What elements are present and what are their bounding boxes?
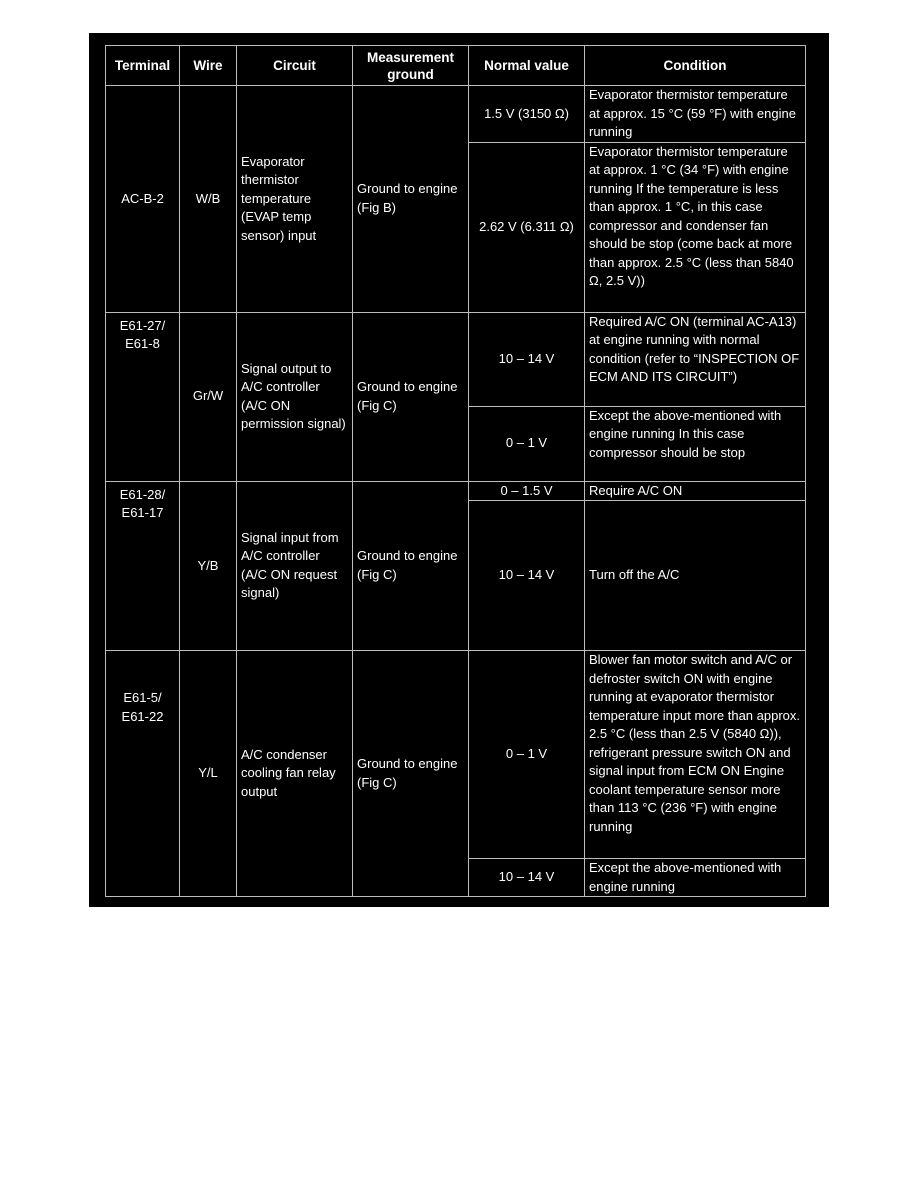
- condition-cell: Turn off the A/C: [585, 501, 806, 651]
- header-condition: Condition: [585, 46, 806, 86]
- table-row: [106, 86, 806, 143]
- condition-cell: Blower fan motor switch and A/C or defroster switch ON with engine running at evaporator thermistor temperature input more than approx. 2.5 °C (less than 2.5 V (5840 Ω)), refrigerant pressure switch ON and signal input from ECM ON Engine coolant temperature sensor more than 113 °C (236 °F) with engine running: [585, 651, 806, 859]
- terminal-cell: E61-28/ E61-17: [106, 481, 180, 651]
- header-circuit: Circuit: [237, 46, 353, 86]
- wire-cell: Y/B: [180, 481, 237, 651]
- terminal-cell: E61-27/ E61-8: [106, 312, 180, 481]
- table-row: [106, 651, 806, 859]
- condition-cell: Evaporator thermistor temperature at approx. 15 °C (59 °F) with engine running: [585, 86, 806, 143]
- ground-cell: Ground to engine (Fig C): [353, 651, 469, 897]
- normal-value-cell: 0 – 1.5 V: [469, 481, 585, 501]
- normal-value-cell: 0 – 1 V: [469, 651, 585, 859]
- condition-cell: Except the above-mentioned with engine running In this case compressor should be stop: [585, 406, 806, 481]
- table-row: [106, 312, 806, 406]
- header-wire: Wire: [180, 46, 237, 86]
- normal-value-cell: 1.5 V (3150 Ω): [469, 86, 585, 143]
- terminal-table: [105, 45, 806, 897]
- terminal-cell: E61-5/ E61-22: [106, 651, 180, 897]
- terminal-cell: AC-B-2: [106, 86, 180, 313]
- wire-cell: W/B: [180, 86, 237, 313]
- normal-value-cell: 2.62 V (6.311 Ω): [469, 142, 585, 312]
- header-measurement-ground: Measurement ground: [353, 46, 469, 86]
- condition-cell: Require A/C ON: [585, 481, 806, 501]
- normal-value-cell: 10 – 14 V: [469, 312, 585, 406]
- circuit-cell: Signal output to A/C controller (A/C ON permission signal): [237, 312, 353, 481]
- table-row: [106, 481, 806, 501]
- circuit-cell: Signal input from A/C controller (A/C ON request signal): [237, 481, 353, 651]
- normal-value-cell: 10 – 14 V: [469, 859, 585, 897]
- ground-cell: Ground to engine (Fig C): [353, 312, 469, 481]
- document-panel: [89, 33, 829, 907]
- condition-cell: Evaporator thermistor temperature at approx. 1 °C (34 °F) with engine running If the temperature is less than approx. 1 °C, in this case compressor and condenser fan should be stop (come back at more than approx. 2.5 °C (less than 5840 Ω, 2.5 V)): [585, 142, 806, 312]
- ground-cell: Ground to engine (Fig B): [353, 86, 469, 313]
- header-normal-value: Normal value: [469, 46, 585, 86]
- normal-value-cell: 0 – 1 V: [469, 406, 585, 481]
- circuit-cell: Evaporator thermistor temperature (EVAP temp sensor) input: [237, 86, 353, 313]
- circuit-cell: A/C condenser cooling fan relay output: [237, 651, 353, 897]
- header-terminal: Terminal: [106, 46, 180, 86]
- header-row: [106, 46, 806, 86]
- condition-cell: Required A/C ON (terminal AC-A13) at engine running with normal condition (refer to “INSPECTION OF ECM AND ITS CIRCUIT”): [585, 312, 806, 406]
- wire-cell: Y/L: [180, 651, 237, 897]
- wire-cell: Gr/W: [180, 312, 237, 481]
- condition-cell: Except the above-mentioned with engine running: [585, 859, 806, 897]
- ground-cell: Ground to engine (Fig C): [353, 481, 469, 651]
- normal-value-cell: 10 – 14 V: [469, 501, 585, 651]
